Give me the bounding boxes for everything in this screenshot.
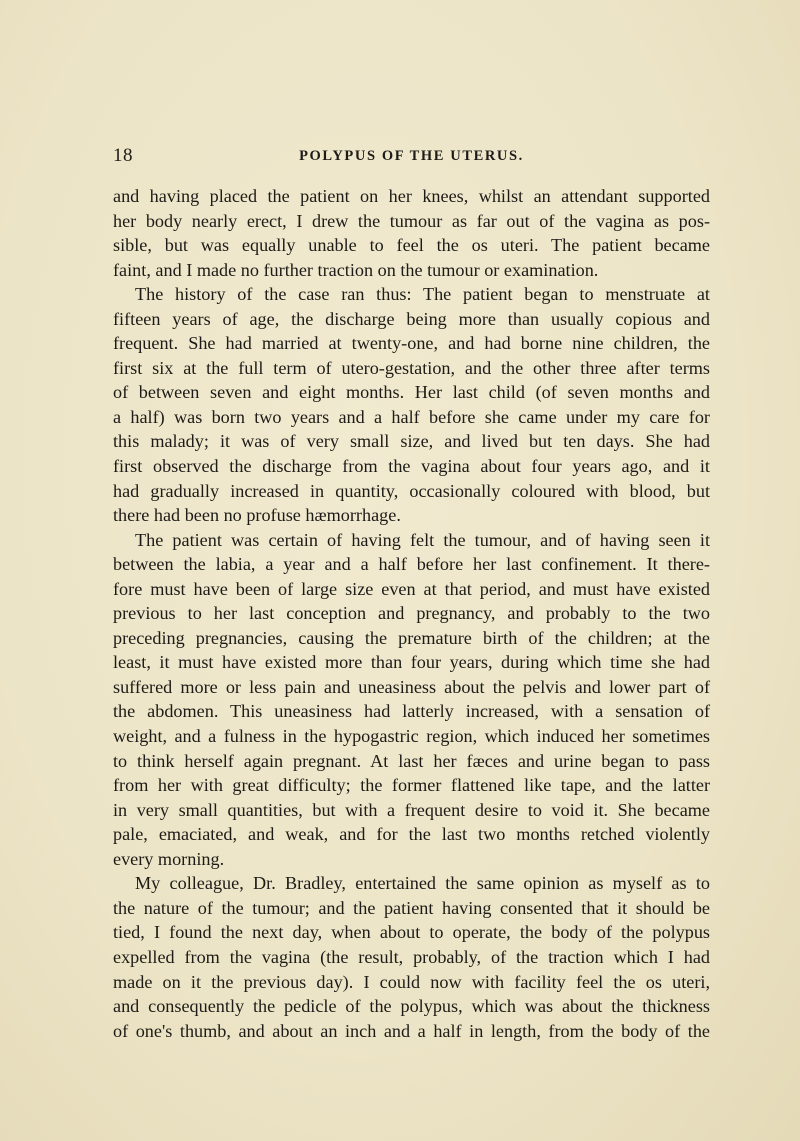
text-line: of between seven and eight months. Her last child (of seven months and xyxy=(113,382,710,403)
text-line: frequent. She had married at twenty-one, and had borne nine children, the xyxy=(113,333,710,354)
text-line: every morning. xyxy=(113,848,225,869)
text-line: pale, emaciated, and weak, and for the last two months retched violently xyxy=(113,824,710,845)
text-line: fifteen years of age, the discharge being more than usually copious and xyxy=(113,308,710,329)
text-line: her body nearly erect, I drew the tumour as far out of the vagina as pos- xyxy=(113,210,710,231)
text-line: suffered more or less pain and uneasiness about the pelvis and lower part of xyxy=(113,676,710,697)
text-line: expelled from the vagina (the result, probably, of the traction which I had xyxy=(113,946,710,967)
page-number: 18 xyxy=(113,145,133,166)
text-line: previous to her last conception and pregnancy, and probably to the two xyxy=(113,603,710,624)
text-line: least, it must have existed more than four years, during which time she had xyxy=(113,652,710,673)
text-line: a half) was born two years and a half before she came under my care for xyxy=(113,406,710,427)
text-line: to think herself again pregnant. At last her fæces and urine began to pass xyxy=(113,750,710,771)
running-head: POLYPUS OF THE UTERUS. xyxy=(299,148,524,164)
text-line: first six at the full term of utero-gestation, and the other three after terms xyxy=(113,357,710,378)
text-line: in very small quantities, but with a frequent desire to void it. She became xyxy=(113,799,710,820)
text-line: preceding pregnancies, causing the premature birth of the children; at the xyxy=(113,627,710,648)
text-line: this malady; it was of very small size, and lived but ten days. She had xyxy=(113,431,710,452)
body-text xyxy=(113,184,710,1043)
text-line: The patient was certain of having felt the tumour, and of having seen it xyxy=(135,529,710,550)
text-line: My colleague, Dr. Bradley, entertained the same opinion as myself as to xyxy=(135,873,710,894)
text-line: had gradually increased in quantity, occasionally coloured with blood, but xyxy=(113,480,710,501)
text-line: and consequently the pedicle of the polypus, which was about the thickness xyxy=(113,996,710,1017)
text-line: of one's thumb, and about an inch and a half in length, from the body of the xyxy=(113,1020,710,1041)
text-line: the nature of the tumour; and the patient having consented that it should be xyxy=(113,897,710,918)
text-line: there had been no profuse hæmorrhage. xyxy=(113,505,401,526)
text-line: tied, I found the next day, when about to operate, the body of the polypus xyxy=(113,922,710,943)
text-line: from her with great difficulty; the former flattened like tape, and the latter xyxy=(113,775,710,796)
text-line: fore must have been of large size even at that period, and must have existed xyxy=(113,578,710,599)
text-line: made on it the previous day). I could now with facility feel the os uteri, xyxy=(113,971,710,992)
text-line: faint, and I made no further traction on the tumour or examination. xyxy=(113,259,599,280)
text-line: The history of the case ran thus: The patient began to menstruate at xyxy=(135,284,710,305)
text-line: first observed the discharge from the vagina about four years ago, and it xyxy=(113,456,710,477)
page-header xyxy=(113,145,710,169)
text-line: sible, but was equally unable to feel the os uteri. The patient became xyxy=(113,235,710,256)
text-line: between the labia, a year and a half before her last confinement. It there- xyxy=(113,554,710,575)
text-line: and having placed the patient on her knees, whilst an attendant supported xyxy=(113,186,710,206)
text-line: the abdomen. This uneasiness had latterly increased, with a sensation of xyxy=(113,701,710,722)
text-line: weight, and a fulness in the hypogastric region, which induced her sometimes xyxy=(113,726,710,747)
